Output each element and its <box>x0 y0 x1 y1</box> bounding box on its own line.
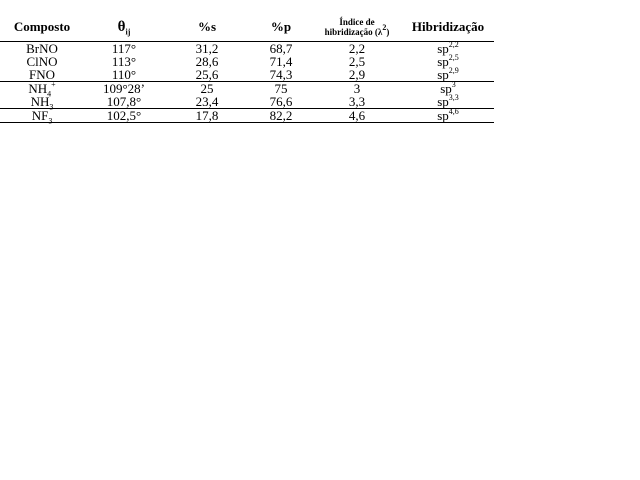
theta-symbol: θ <box>117 18 126 35</box>
hybridization-exponent: 4,6 <box>448 106 459 116</box>
compound-formula: NH <box>28 81 48 96</box>
cell-hybridization <box>402 92 494 109</box>
table-row <box>0 68 494 82</box>
cell-p-percent: 68,7 <box>250 42 312 56</box>
header-hibridizacao: Hibridização <box>411 19 485 34</box>
hybridization-sp: sp <box>437 41 449 56</box>
table-body <box>0 39 494 126</box>
compound-formula: BrNO <box>26 41 58 56</box>
cell-compound <box>0 108 84 126</box>
header-s-percent: %s <box>197 19 217 34</box>
cell-p-percent: 76,6 <box>269 94 293 109</box>
cell-angle: 110° <box>111 67 137 82</box>
compound-subscript: 3 <box>48 116 53 126</box>
header-composto: Composto <box>13 19 71 34</box>
header-row <box>0 12 494 42</box>
compound-formula: FNO <box>28 67 55 82</box>
hybridization-table-container <box>0 12 494 126</box>
cell-s-percent: 17,8 <box>164 109 250 123</box>
cell-p-percent: 74,3 <box>269 67 293 82</box>
cell-angle: 109°28’ <box>84 82 164 96</box>
header-p-percent: %p <box>270 19 292 34</box>
cell-s-percent: 31,2 <box>164 42 250 56</box>
hybridization-sp: sp <box>440 81 452 96</box>
cell-compound <box>0 79 84 99</box>
cell-angle: 107,8° <box>106 94 142 109</box>
cell-hybridization-index: 2,2 <box>312 42 402 56</box>
table-row <box>0 109 494 123</box>
compound-formula: ClNO <box>26 54 58 69</box>
header-index-close: ) <box>386 26 390 37</box>
cell-compound <box>0 94 84 112</box>
hybridization-exponent: 3,3 <box>448 92 459 102</box>
cell-hybridization-index: 3 <box>312 82 402 96</box>
cell-hybridization-index: 2,9 <box>348 67 366 82</box>
cell-angle: 113° <box>111 54 137 69</box>
table-row <box>0 95 494 109</box>
cell-compound <box>0 42 84 56</box>
cell-s-percent: 28,6 <box>195 54 219 69</box>
cell-hybridization <box>402 106 494 123</box>
header-angle <box>84 12 164 42</box>
hybridization-sp: sp <box>437 54 449 69</box>
hybridization-exponent: 3 <box>451 79 456 89</box>
header-index-line1: Índice de <box>339 16 375 27</box>
compound-formula: NF <box>31 108 49 123</box>
header-index-sup: 2 <box>382 22 387 32</box>
cell-p-percent: 71,4 <box>269 54 293 69</box>
cell-hybridization <box>402 79 494 96</box>
compound-formula: NH <box>30 94 50 109</box>
hybridization-sp: sp <box>437 108 449 123</box>
compound-subscript: 4 <box>47 89 52 99</box>
cell-compound <box>0 68 84 82</box>
header-hybridization-index <box>312 12 402 42</box>
hybridization-exponent: 2,2 <box>448 39 459 49</box>
cell-hybridization-index: 3,3 <box>348 94 366 109</box>
cell-angle: 102,5° <box>84 109 164 123</box>
hybridization-sp: sp <box>437 94 449 109</box>
cell-hybridization <box>402 39 494 56</box>
table-row <box>0 82 494 96</box>
cell-s-percent: 25 <box>164 82 250 96</box>
cell-p-percent: 75 <box>250 82 312 96</box>
table-row <box>0 42 494 56</box>
compound-subscript: 3 <box>49 102 54 112</box>
theta-subscript: ij <box>125 27 131 37</box>
cell-hybridization <box>402 65 494 82</box>
table-row <box>0 55 494 68</box>
cell-s-percent: 25,6 <box>195 67 219 82</box>
cell-p-percent: 82,2 <box>250 109 312 123</box>
compound-superscript: + <box>51 79 56 89</box>
cell-hybridization-index: 4,6 <box>312 109 402 123</box>
cell-hybridization-index: 2,5 <box>348 54 366 69</box>
hybridization-table <box>0 12 494 126</box>
hybridization-exponent: 2,5 <box>448 52 459 62</box>
hybridization-sp: sp <box>437 67 449 82</box>
cell-angle: 117° <box>84 42 164 56</box>
cell-s-percent: 23,4 <box>195 94 219 109</box>
header-index-line2: hibridização (λ <box>324 26 383 37</box>
hybridization-exponent: 2,9 <box>448 65 459 75</box>
